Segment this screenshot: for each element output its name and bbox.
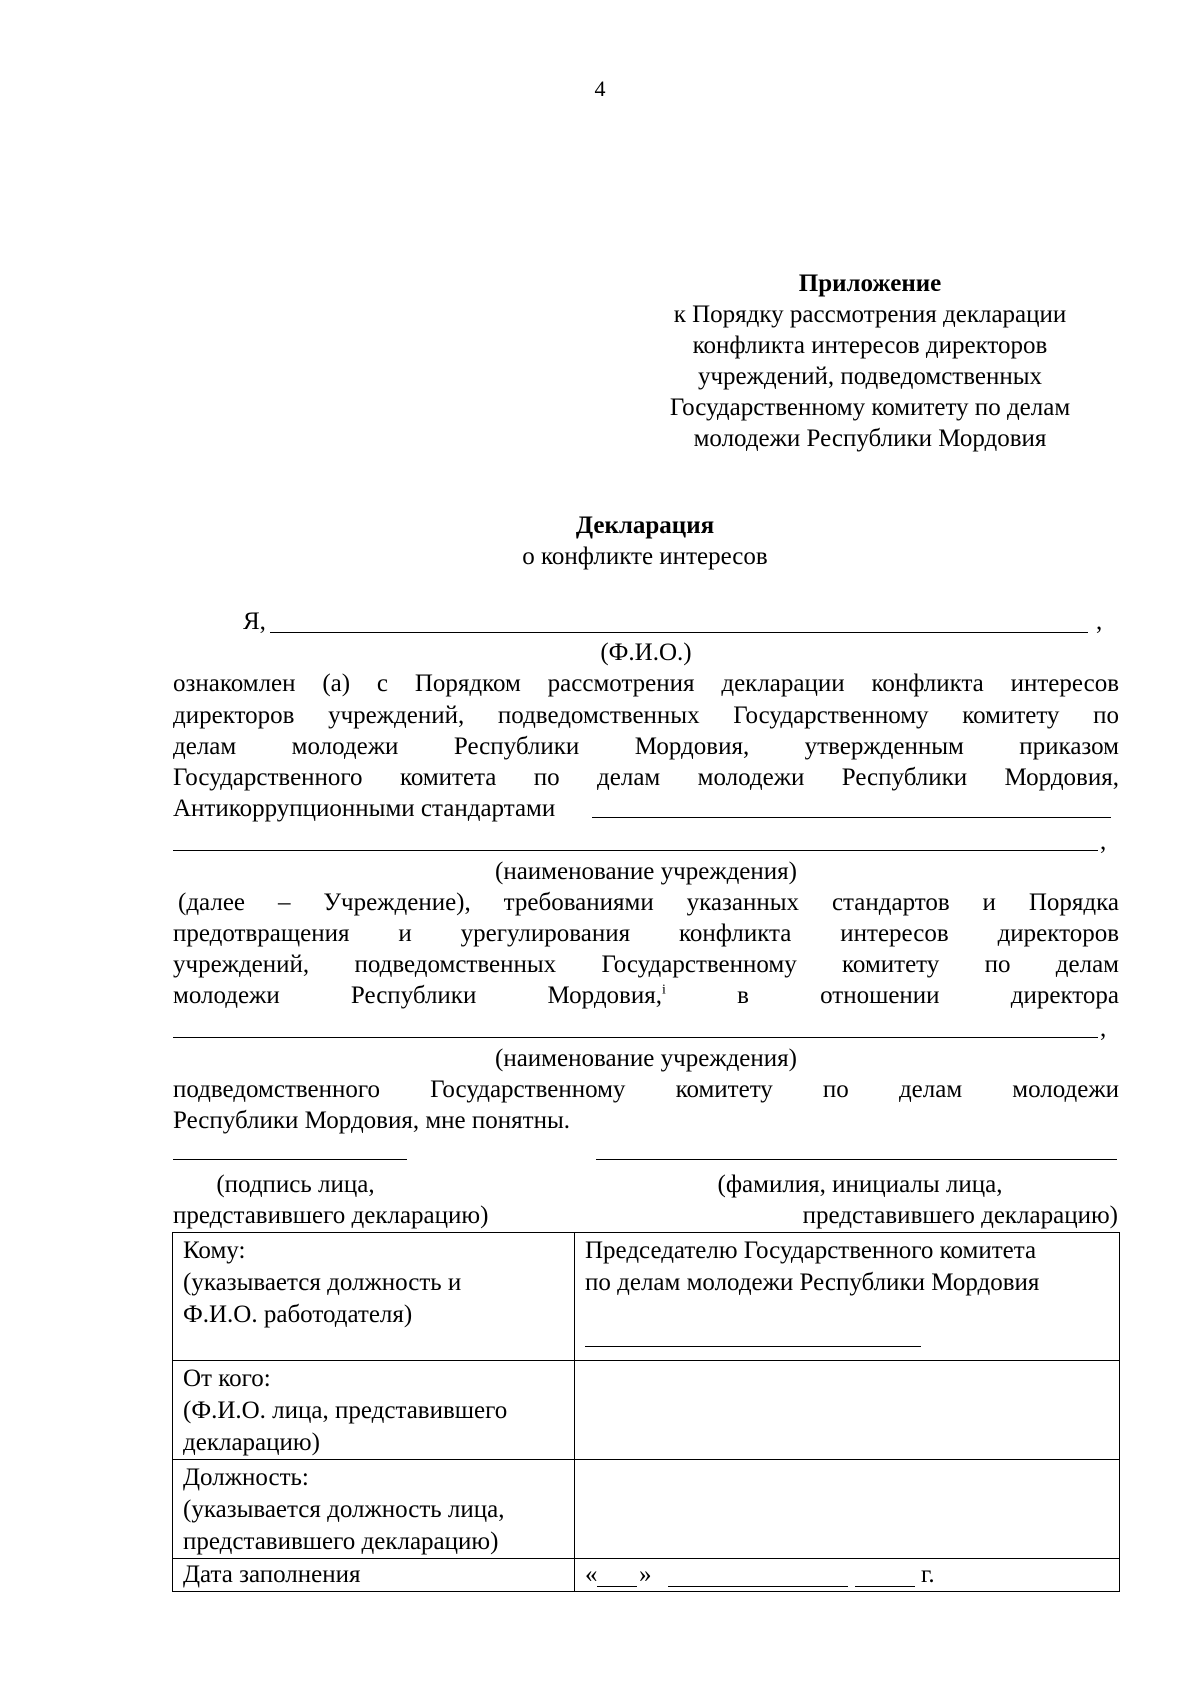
date-close-quote: » <box>639 1561 652 1588</box>
label-text: (Ф.И.О. лица, представившего <box>183 1397 508 1424</box>
appendix-line: учреждений, подведомственных <box>697 363 1043 390</box>
para2-line: учреждений, подведомственных Государственному комитету по делам <box>173 951 1119 978</box>
date-label: Дата заполнения <box>183 1561 361 1588</box>
para1-line: ознакомлен (а) с Порядком рассмотрения декларации конфликта интересов <box>173 670 1119 697</box>
appendix-line: Государственному комитету по делам <box>669 394 1071 421</box>
table-value-cell[interactable] <box>575 1361 1120 1460</box>
month-blank-line <box>668 1586 848 1587</box>
table-label-cell <box>173 1559 575 1592</box>
label-text: Должность: <box>183 1464 309 1491</box>
value-text: Председателю Государственного комитета <box>585 1237 1037 1264</box>
table-label-cell <box>173 1460 575 1559</box>
signature-blank-line <box>173 1159 407 1160</box>
table-row <box>173 1460 1120 1559</box>
date-value-cell[interactable] <box>575 1559 1120 1592</box>
declaration-title-block <box>172 510 1118 572</box>
word: директора <box>1010 982 1119 1009</box>
appendix-line: молодежи Республики Мордовия <box>693 425 1047 452</box>
table-value-cell[interactable] <box>575 1233 1120 1361</box>
institution-caption-2: (наименование учреждения) <box>495 1045 797 1072</box>
standards-blank-line <box>592 817 1111 818</box>
institution-blank-line <box>173 850 1098 851</box>
page-number: 4 <box>594 76 606 101</box>
para2-line: (далее – Учреждение), требованиями указанных стандартов и Порядка <box>178 889 1119 916</box>
i-label: Я, <box>243 608 266 635</box>
table-label-cell <box>173 1361 575 1460</box>
comma: , <box>1100 828 1107 855</box>
year-suffix: г. <box>921 1561 935 1588</box>
para1-last-line: Антикоррупционными стандартами <box>173 795 556 822</box>
declaration-title: Декларация <box>575 512 715 539</box>
appendix-line: к Порядку рассмотрения декларации <box>673 301 1067 328</box>
label-text: Кому: <box>183 1237 246 1264</box>
table-value-cell[interactable] <box>575 1460 1120 1559</box>
table-row <box>173 1361 1120 1460</box>
table-label-cell <box>173 1233 575 1361</box>
day-blank-line <box>597 1586 637 1587</box>
comma: , <box>1100 1015 1107 1042</box>
institution-caption: (наименование учреждения) <box>495 858 797 885</box>
name-caption: (фамилия, инициалы лица, <box>717 1171 1003 1198</box>
signature-caption: (подпись лица, <box>216 1171 375 1198</box>
declaration-subtitle: о конфликте интересов <box>522 543 768 570</box>
date-open-quote: « <box>585 1561 598 1588</box>
signature-caption: представившего декларацию) <box>173 1202 489 1229</box>
para1-line: директоров учреждений, подведомственных Государственному комитету по <box>173 702 1119 729</box>
table-row <box>173 1233 1120 1361</box>
label-text: представившего декларацию) <box>183 1528 499 1555</box>
word: молодежи <box>173 982 280 1009</box>
appendix-block <box>640 268 1100 454</box>
label-text: (указывается должность и <box>183 1269 462 1296</box>
value-text: по делам молодежи Республики Мордовия <box>585 1269 1040 1296</box>
word: Республики <box>350 982 477 1009</box>
para1-line: делам молодежи Республики Мордовия, утвержденным приказом <box>173 733 1119 760</box>
signature-blank-line <box>585 1346 921 1347</box>
para3-last-line: Республики Мордовия, мне понятны. <box>173 1107 570 1134</box>
footnote-mark: i <box>661 982 666 998</box>
comma: , <box>1096 608 1103 635</box>
fio-caption: (Ф.И.О.) <box>600 639 692 666</box>
para2-line: предотвращения и урегулирования конфликта интересов директоров <box>173 920 1119 947</box>
label-text: (указывается должность лица, <box>183 1496 505 1523</box>
label-text: Ф.И.О. работодателя) <box>183 1301 413 1328</box>
fio-blank-line <box>270 632 1088 633</box>
word-with-footnote: Мордовия,$^i$ <box>547 982 666 1009</box>
para2-last-line <box>173 980 1119 1011</box>
label-text: От кого: <box>183 1365 271 1392</box>
word: в <box>737 982 749 1009</box>
word: отношении <box>820 982 940 1009</box>
appendix-heading: Приложение <box>798 270 942 297</box>
declaration-info-table <box>172 1232 1120 1592</box>
institution-blank-line-2 <box>173 1037 1098 1038</box>
name-blank-line <box>596 1159 1117 1160</box>
label-text: декларацию) <box>183 1429 320 1456</box>
para3-line: подведомственного Государственному комитету по делам молодежи <box>173 1076 1119 1103</box>
appendix-line: конфликта интересов директоров <box>692 332 1048 359</box>
para1-line: Государственного комитета по делам молодежи Республики Мордовия, <box>173 764 1119 791</box>
name-caption: представившего декларацию) <box>802 1202 1118 1229</box>
year-blank-line <box>855 1586 915 1587</box>
table-row <box>173 1559 1120 1592</box>
